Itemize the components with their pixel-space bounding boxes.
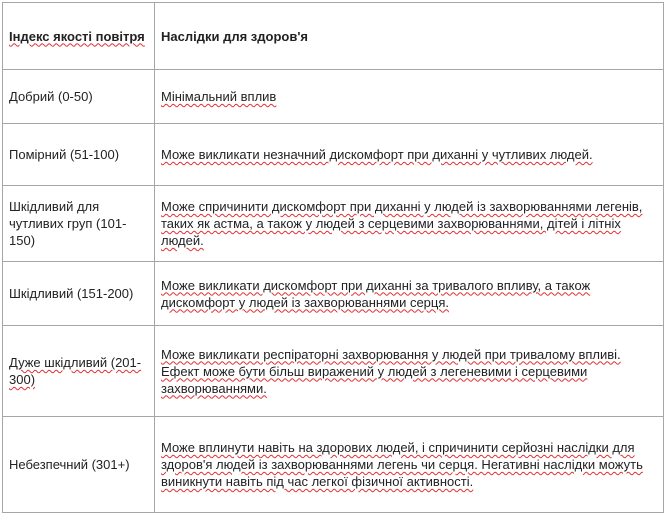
effect-text: Може викликати дискомфорт при диханні за тривалого впливу, а також дискомфорт у людей із захворюваннями серця. — [161, 277, 591, 310]
index-cell — [3, 417, 155, 513]
table-row — [3, 186, 664, 262]
index-cell — [3, 262, 155, 326]
effect-cell — [155, 262, 664, 326]
column-header-index — [3, 3, 155, 70]
table-header-row — [3, 3, 664, 70]
effect-text: Може викликати респіраторні захворювання у людей при тривалому впливі. Ефект може бути більш виражений у людей з легеневими і серцевими захворюваннями. — [161, 346, 621, 396]
effect-text: Може викликати незначний дискомфорт при диханні у чутливих людей. — [161, 147, 593, 162]
table-row — [3, 262, 664, 326]
effect-text: Мінімальний вплив — [161, 89, 277, 104]
index-label: Небезпечний (301+) — [9, 457, 130, 472]
effect-cell — [155, 70, 664, 124]
effect-text: Може вплинути навіть на здорових людей, і спричинити серйозні наслідки для здоров'я людей із захворюваннями легень чи серця. Негативні наслідки можуть виникнути навіть під час легкої фізичної активності. — [161, 440, 643, 489]
effect-cell — [155, 417, 664, 513]
index-label: Добрий (0-50) — [9, 89, 93, 104]
index-label: Дуже шкідливий (201-300) — [9, 355, 142, 387]
index-label: Шкідливий для чутливих груп (101-150) — [9, 199, 127, 248]
table-row — [3, 124, 664, 186]
index-label: Шкідливий (151-200) — [9, 286, 134, 301]
effect-cell — [155, 186, 664, 262]
index-cell — [3, 124, 155, 186]
effect-text: Може спричинити дискомфорт при диханні у людей із захворюваннями легенів, таких як астма, а також у людей з серцевими захворюваннями, дітей і літніх людей. — [161, 199, 643, 248]
index-cell — [3, 70, 155, 124]
column-header-effect — [155, 3, 664, 70]
table-row — [3, 326, 664, 417]
table-row — [3, 70, 664, 124]
effect-cell — [155, 124, 664, 186]
index-cell — [3, 186, 155, 262]
index-cell — [3, 326, 155, 417]
header-index-label: Індекс якості повітря — [9, 28, 145, 44]
header-effect-label: Наслідки для здоров'я — [161, 28, 308, 44]
table-row — [3, 417, 664, 513]
effect-cell — [155, 326, 664, 417]
index-label: Помірний (51-100) — [9, 147, 120, 162]
aqi-health-table — [2, 2, 664, 513]
